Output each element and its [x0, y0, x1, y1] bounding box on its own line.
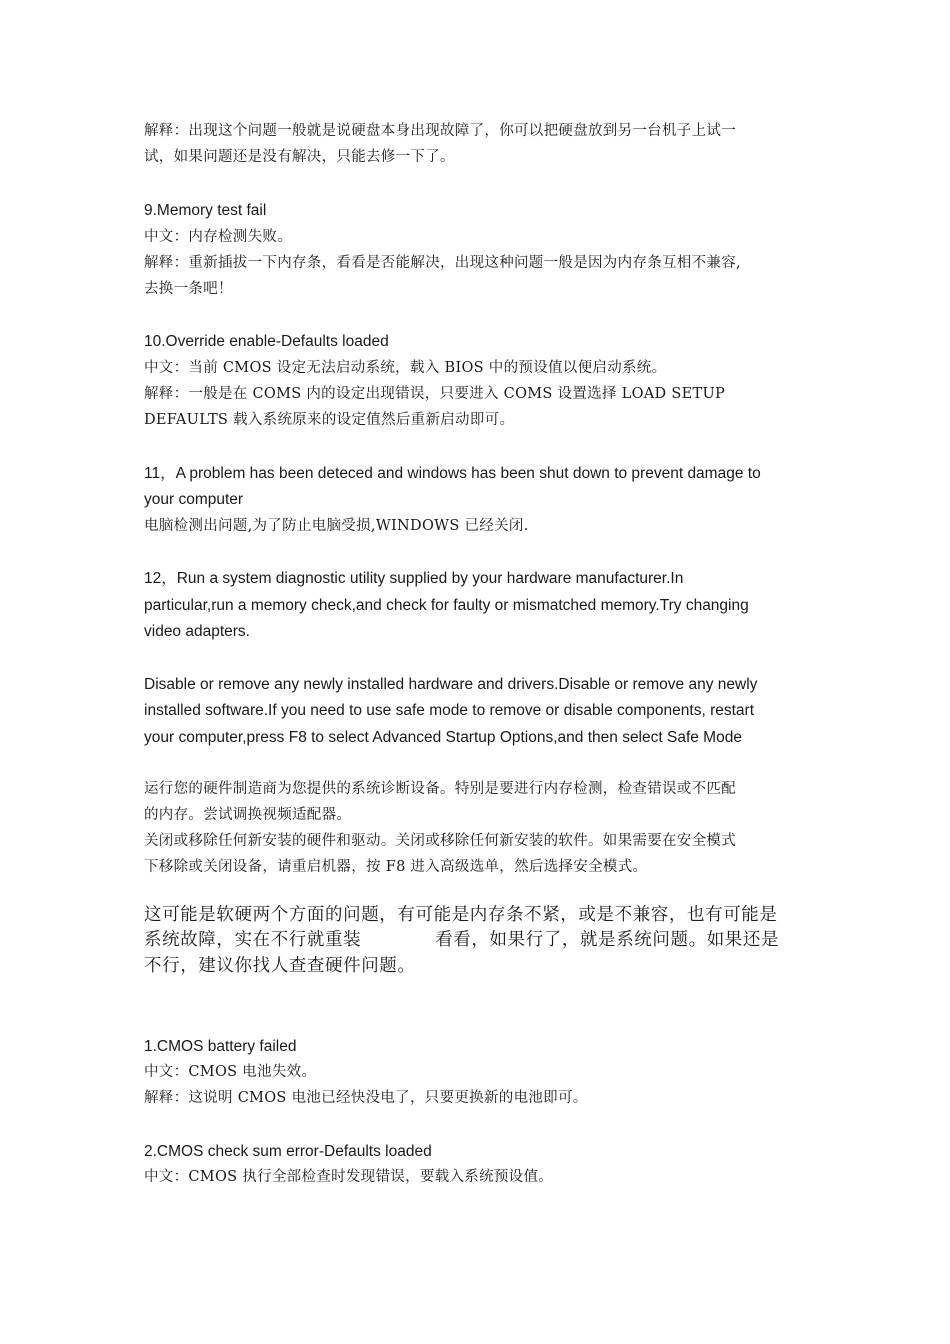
text-line: installed software.If you need to use safe mode to remove or disable components, restart — [144, 702, 754, 719]
text-line: 解释：一般是在 COMS 内的设定出现错误，只要进入 COMS 设置选择 LOAD SETUP — [144, 386, 726, 402]
item-heading: 9.Memory test fail — [144, 202, 267, 219]
text-line: video adapters. — [144, 623, 250, 640]
text-fragment: 系统故障，实在不行就重装 — [144, 930, 362, 950]
text-line: 去换一条吧！ — [144, 281, 233, 297]
text-fragment: 看看，如果行了，就是系统问题。如果还是 — [435, 930, 780, 950]
text-line: 关闭或移除任何新安装的硬件和驱动。关闭或移除任何新安装的软件。如果需要在安全模式 — [144, 833, 736, 849]
item-heading: 11，A problem has been deteced and windows has been shut down to prevent damage to — [144, 465, 761, 482]
item-heading: 2.CMOS check sum error-Defaults loaded — [144, 1143, 432, 1160]
text-line: DEFAULTS 载入系统原来的设定值然后重新启动即可。 — [144, 412, 515, 428]
text-line: 运行您的硬件制造商为您提供的系统诊断设备。特别是要进行内存检测，检查错误或不匹配 — [144, 781, 736, 797]
text-line: 中文：当前 CMOS 设定无法启动系统，载入 BIOS 中的预设值以便启动系统。 — [144, 360, 667, 376]
text-line: 中文：CMOS 电池失效。 — [144, 1064, 317, 1080]
text-line: particular,run a memory check,and check for faulty or mismatched memory.Try changing — [144, 597, 749, 614]
text-line: 的内存。尝试调换视频适配器。 — [144, 807, 352, 823]
text-line: Disable or remove any newly installed hardware and drivers.Disable or remove any newly — [144, 676, 758, 693]
item-heading: 10.Override enable-Defaults loaded — [144, 333, 389, 350]
text-line: 解释：重新插拔一下内存条，看看是否能解决，出现这种问题一般是因为内存条互相不兼容, — [144, 255, 741, 271]
text-line: your computer — [144, 491, 244, 508]
text-line: 不行，建议你找人查查硬件问题。 — [144, 956, 416, 976]
item-heading: 12，Run a system diagnostic utility supplied by your hardware manufacturer.In — [144, 570, 684, 587]
item-heading: 1.CMOS battery failed — [144, 1038, 297, 1055]
text-line: 下移除或关闭设备，请重启机器，按 F8 进入高级选单，然后选择安全模式。 — [144, 859, 648, 875]
text-line: 这可能是软硬两个方面的问题，有可能是内存条不紧，或是不兼容，也有可能是 — [144, 905, 778, 925]
text-line: 中文：内存检测失败。 — [144, 229, 292, 245]
text-line: 中文：CMOS 执行全部检查时发现错误，要载入系统预设值。 — [144, 1169, 554, 1185]
text-line — [144, 929, 808, 951]
text-line: 电脑检测出问题,为了防止电脑受损,WINDOWS 已经关闭. — [144, 518, 529, 534]
text-line: 解释：这说明 CMOS 电池已经快没电了，只要更换新的电池即可。 — [144, 1090, 588, 1106]
text-line: your computer,press F8 to select Advanced Startup Options,and then select Safe Mode — [144, 729, 742, 746]
text-line: 解释：出现这个问题一般就是说硬盘本身出现故障了，你可以把硬盘放到另一台机子上试一 — [144, 123, 736, 139]
text-line: 试，如果问题还是没有解决，只能去修一下了。 — [144, 149, 455, 165]
